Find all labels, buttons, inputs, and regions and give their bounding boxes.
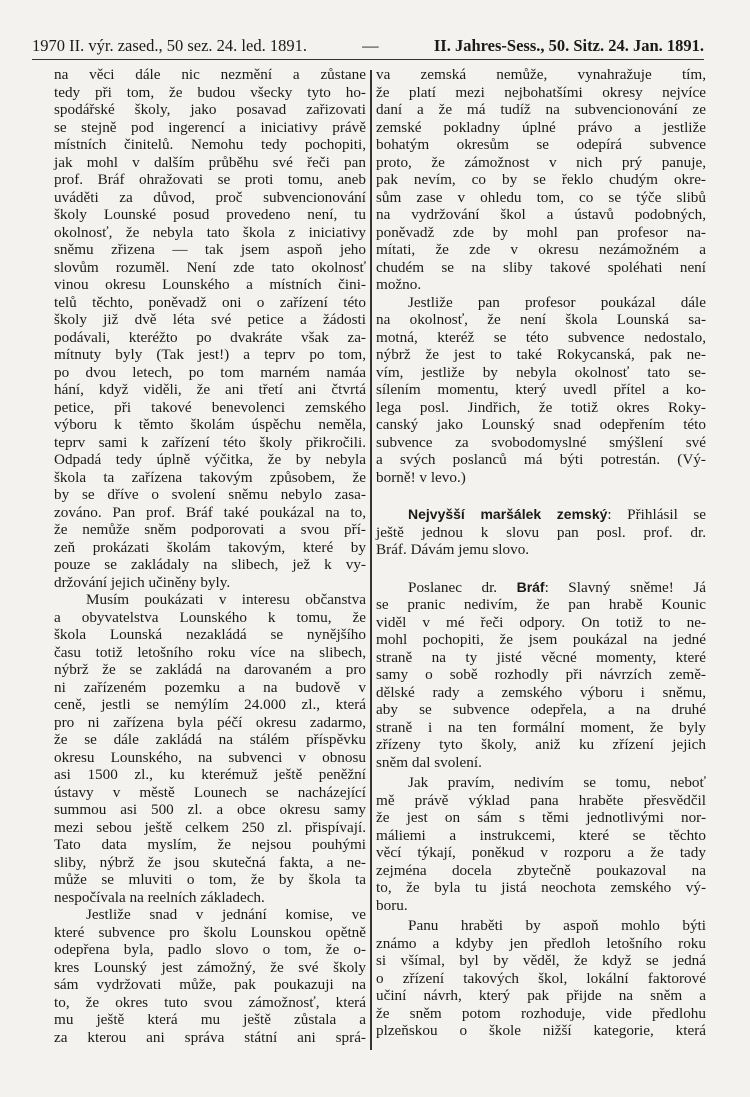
- text-line: dělské rady a zemského výboru i sněmu,: [376, 683, 706, 701]
- text-line: a svých poslanců má býti potrestán. (Vý-: [376, 451, 706, 468]
- text-line: na okolnosť, že není škola Lounská sa-: [376, 311, 706, 328]
- text-line: Jestliže snad v jednání komise, ve: [86, 906, 366, 923]
- text-line: teprv sami k zařízení této školy přikročili.: [54, 433, 366, 451]
- text-line: okresu Lounského, na subvenci v obnosu: [54, 748, 366, 766]
- paragraph: [376, 66, 706, 294]
- left-column: [54, 66, 366, 1046]
- text-line: kres Lounský jest zámožný, že své školy: [54, 958, 366, 976]
- text-line: summou asi 500 zl. a obce okresu samy: [54, 801, 366, 818]
- paragraph: [376, 774, 706, 914]
- text-line: zováno. Pan prof. Bráf také poukázal na to,: [54, 503, 366, 521]
- text-line: školy již dvě léta své petice a žádosti: [54, 311, 366, 328]
- text-line: že se dále zakládá na stálém příspěvku: [54, 731, 366, 748]
- text-line: možno.: [376, 276, 422, 293]
- speaker-name: Bráf: [516, 578, 545, 595]
- paragraph: [54, 66, 366, 591]
- text-line: že platí mezi nejbohatšími okresy nejvíce: [376, 83, 706, 101]
- paragraph: [376, 506, 706, 559]
- text-line: slovům rozuměl. Není zde tato okolnosť: [54, 258, 366, 276]
- text-line: prof. Bráf ohražovati se proti tomu, aneb: [54, 171, 366, 188]
- text-line: ústavy v městě Lounech se nacházející: [54, 783, 366, 801]
- text-line: telů těchto, poněvadž oni o zařízení této: [54, 293, 366, 311]
- text-line: Jestliže pan profesor poukázal dále: [408, 293, 706, 311]
- text-line: straně i na ten formální moment, že byly: [376, 718, 706, 736]
- text-line: ještě jednou k slovu pan posl. prof. dr.: [376, 523, 706, 541]
- text-line: si všímal, byl by věděl, že když se jedná: [376, 952, 706, 969]
- text-line: nýbrž že se zakládá na darovaném a pro: [54, 661, 366, 678]
- text-line: subvence za svobodomyslné smýšlení své: [376, 433, 706, 451]
- header-dash: —: [362, 36, 379, 55]
- text-line: učiní návrh, který pak přijde na sněm a: [376, 987, 706, 1004]
- right-column: [376, 66, 706, 1040]
- text-line: zřízeny tyto školy, aniž ku zřízení jejich: [376, 736, 706, 753]
- text-line: sněmu zřizena — tak jsem aspoň jeho: [54, 241, 366, 258]
- text-line: poněvadž zde by mohl pan profesor na-: [376, 223, 706, 241]
- text-line: že jest on sám s těmi jednotlivými nor-: [376, 809, 706, 826]
- text-line: sílením momentu, který uvedl přítel a ko-: [376, 381, 706, 398]
- text-line: Bráf. Dávám jemu slovo.: [376, 541, 530, 558]
- text-line: canský jako Lounský snad odepřením této: [376, 416, 706, 433]
- text-line: zejména docela zbytečně poukazoval na: [376, 861, 706, 879]
- text-line: by se dříve o svolení sněmu nebylo zasa-: [54, 486, 366, 503]
- text-line: věcí týkají, poněkud v rozporu a že tady: [376, 844, 706, 861]
- paragraph-gap: [376, 559, 706, 579]
- text-line: boru.: [376, 896, 408, 914]
- text-line: mítati, že zde v okresu nezámožném a: [376, 241, 706, 258]
- text-line: školy Lounské posud provedeno není, tu: [54, 206, 366, 223]
- text-line: po dvou letech, po tom marném namáa: [54, 363, 366, 381]
- text-line: Jak pravím, nedivím se tomu, neboť: [408, 774, 706, 791]
- text-line: odepřena byla, padlo slovo o tom, že o-: [54, 941, 366, 958]
- text-line: o zřízení takových škol, lokální faktorové: [376, 969, 706, 987]
- paragraph-gap: [376, 486, 706, 506]
- text-line: sliby, nýbrž že jsou skutečná fakta, a ne-: [54, 853, 366, 871]
- text-line: mu ještě která mu ještě zůstala a: [54, 1011, 366, 1028]
- text-line: nespočívala na reelních základech.: [54, 888, 265, 906]
- text-line: sům zase v ohledu tom, co se týče slibů: [376, 188, 706, 206]
- text-line: nýbrž že jest to také Rokycanská, pak ne-: [376, 346, 706, 363]
- text-line: pouze se zakládaly na slibech, jež k vy-: [54, 556, 366, 573]
- text-line: pak nevím, co by se řeklo chudým okre-: [376, 171, 706, 188]
- paragraph: [376, 294, 706, 487]
- text-line: bohatým okresům se odepírá subvence: [376, 136, 706, 153]
- text-line: tedy při tom, že budou všecky tyto ho-: [54, 83, 366, 101]
- text-line: motná, kteréž se této subvence nedostalo,: [376, 328, 706, 346]
- text-line: místních činitelů. Nemohu tedy pochopiti,: [54, 136, 366, 153]
- text-line: za kterou ani správa státní ani sprá-: [54, 1028, 366, 1046]
- speaker-title: Poslanec dr.: [408, 578, 517, 596]
- page-header: [32, 33, 704, 60]
- text-line: známo a kdyby jen předloh letošního roku: [376, 934, 706, 952]
- text-line: na vydržování škol a ústavů podobných,: [376, 206, 706, 223]
- text-line: pro ni zařízena byla péčí okresu zadarmo,: [54, 713, 366, 731]
- text-line: vinou okresu Lounského a místních čini-: [54, 276, 366, 293]
- text-line: plzeňskou o škole nižší kategorie, která: [376, 1022, 706, 1039]
- text-line: ni zařízeném pozemku a na budově v: [54, 678, 366, 696]
- text-line: jak mohl v dalším průběhu své řeči pan: [54, 153, 366, 171]
- text-line: na věci dále nic nezmění a zůstane: [54, 66, 366, 83]
- text-line: mě právě výklad pana hraběte přesvědčil: [376, 791, 706, 809]
- text-line: sněm dal svolení.: [376, 753, 482, 771]
- text-line: škola ta zařízena takovým způsobem, že: [54, 468, 366, 486]
- text-line: držování jejich učiněny byly.: [54, 573, 231, 591]
- text-line: mítnuty byly (Tak jest!) a teprv po tom,: [54, 346, 366, 363]
- text-line: Tato data myslím, že nejsou pouhými: [54, 836, 366, 853]
- header-german: II. Jahres-Sess., 50. Sitz. 24. Jan. 1891.: [433, 36, 704, 55]
- text-line: lega posl. Jindřich, že totiž okres Roky-: [376, 398, 706, 416]
- text-line: straně na ty jisté věcné momenty, které: [376, 648, 706, 666]
- text-line: to, že byla tu jistá neochota zemského vý-: [376, 879, 706, 896]
- text-line: může se mluviti o tom, že by škola ta: [54, 871, 366, 888]
- text-line: uváděti za důvod, proč subvencionování: [54, 188, 366, 206]
- text-line: se pranic nedivím, že pan hrabě Kounic: [376, 596, 706, 613]
- text-line: že sněm potom rozhoduje, vide předlohu: [376, 1004, 706, 1022]
- paragraph: [376, 579, 706, 772]
- text-line: zeň prokázati školám takovým, které by: [54, 538, 366, 556]
- text-line: [376, 506, 706, 524]
- speaker-name: Nejvyšší maršálek zemský: [408, 506, 608, 522]
- text-line: okolnosť, že nebyla tato škola z iniciativy: [54, 223, 366, 241]
- text-line: že nemůže sněm podporovati a svou pří-: [54, 521, 366, 538]
- text-line: viděl v mé řeči odpory. On totiž to ne-: [376, 613, 706, 631]
- text-line: mohl pochopiti, že jsem poukázal na jedné: [376, 631, 706, 648]
- text-line: proto, že zámožnost v nich prý panuje,: [376, 153, 706, 171]
- paragraph: [54, 906, 366, 1046]
- text-line: mezi sebou ještě celkem 250 zl. přispívají.: [54, 818, 366, 836]
- text-line: borně! v levo.): [376, 468, 466, 486]
- text-line: [376, 579, 706, 597]
- text-line: va zemská nemůže, vynahražuje tím,: [376, 66, 706, 83]
- text-line: Odpadá tedy úplně výčitka, že by nebyla: [54, 451, 366, 468]
- text-line: máliemi a instrukcemi, které se těchto: [376, 826, 706, 844]
- speech-text: : Přihlásil se: [607, 506, 706, 523]
- text-line: hání, když viděli, že ani třetí ani čtvrtá: [54, 381, 366, 398]
- column-divider: [370, 70, 372, 1050]
- text-line: které subvence pro školu Lounskou opětně: [54, 923, 366, 941]
- text-line: podávali, kteréžto po dvakráte však za-: [54, 328, 366, 346]
- text-line: chudém se na sliby takové spoléhati není: [376, 258, 706, 276]
- text-line: samy o sobě rozhodly při návrzích země-: [376, 666, 706, 683]
- text-line: aby se subvence odepřela, a na druhé: [376, 701, 706, 718]
- text-line: Musím poukázati v interesu občanstva: [86, 591, 366, 608]
- header-czech: 1970 II. výr. zased., 50 sez. 24. led. 1891.: [32, 36, 307, 55]
- text-line: času totiž letošního roku více na slibech,: [54, 643, 366, 661]
- speech-text: : Slavný sněme! Já: [544, 578, 706, 596]
- text-line: vím, jestliže by nebyla okolnosť tato se-: [376, 363, 706, 381]
- paragraph: [376, 917, 706, 1040]
- text-line: Panu hraběti by aspoň mohlo býti: [408, 917, 706, 934]
- text-line: daní a že má tudíž na subvencionování ze: [376, 101, 706, 118]
- text-line: to, že okres tuto svou zámožnosť, která: [54, 993, 366, 1011]
- text-line: petice, při takové benevolenci zemského: [54, 398, 366, 416]
- text-line: se stejně pod ingerencí a iniciativy právě: [54, 118, 366, 136]
- text-line: ceně, jestli se nemýlím 24.000 zl., která: [54, 696, 366, 713]
- text-line: a obyvatelstva Lounského k tomu, že: [54, 608, 366, 626]
- text-line: výboru k těmto školám úspěchu neměla,: [54, 416, 366, 433]
- text-line: zemské pokladny úplné právo a jestliže: [376, 118, 706, 136]
- paragraph: [54, 591, 366, 906]
- text-line: sám vydržovati může, pak poukazuji na: [54, 976, 366, 993]
- text-line: spodářské školy, jako posavad zařizovati: [54, 101, 366, 118]
- text-line: škola Lounská nezakládá se nynějšího: [54, 626, 366, 643]
- text-line: asi 1500 zl., ku kterémuž ještě peněžní: [54, 766, 366, 783]
